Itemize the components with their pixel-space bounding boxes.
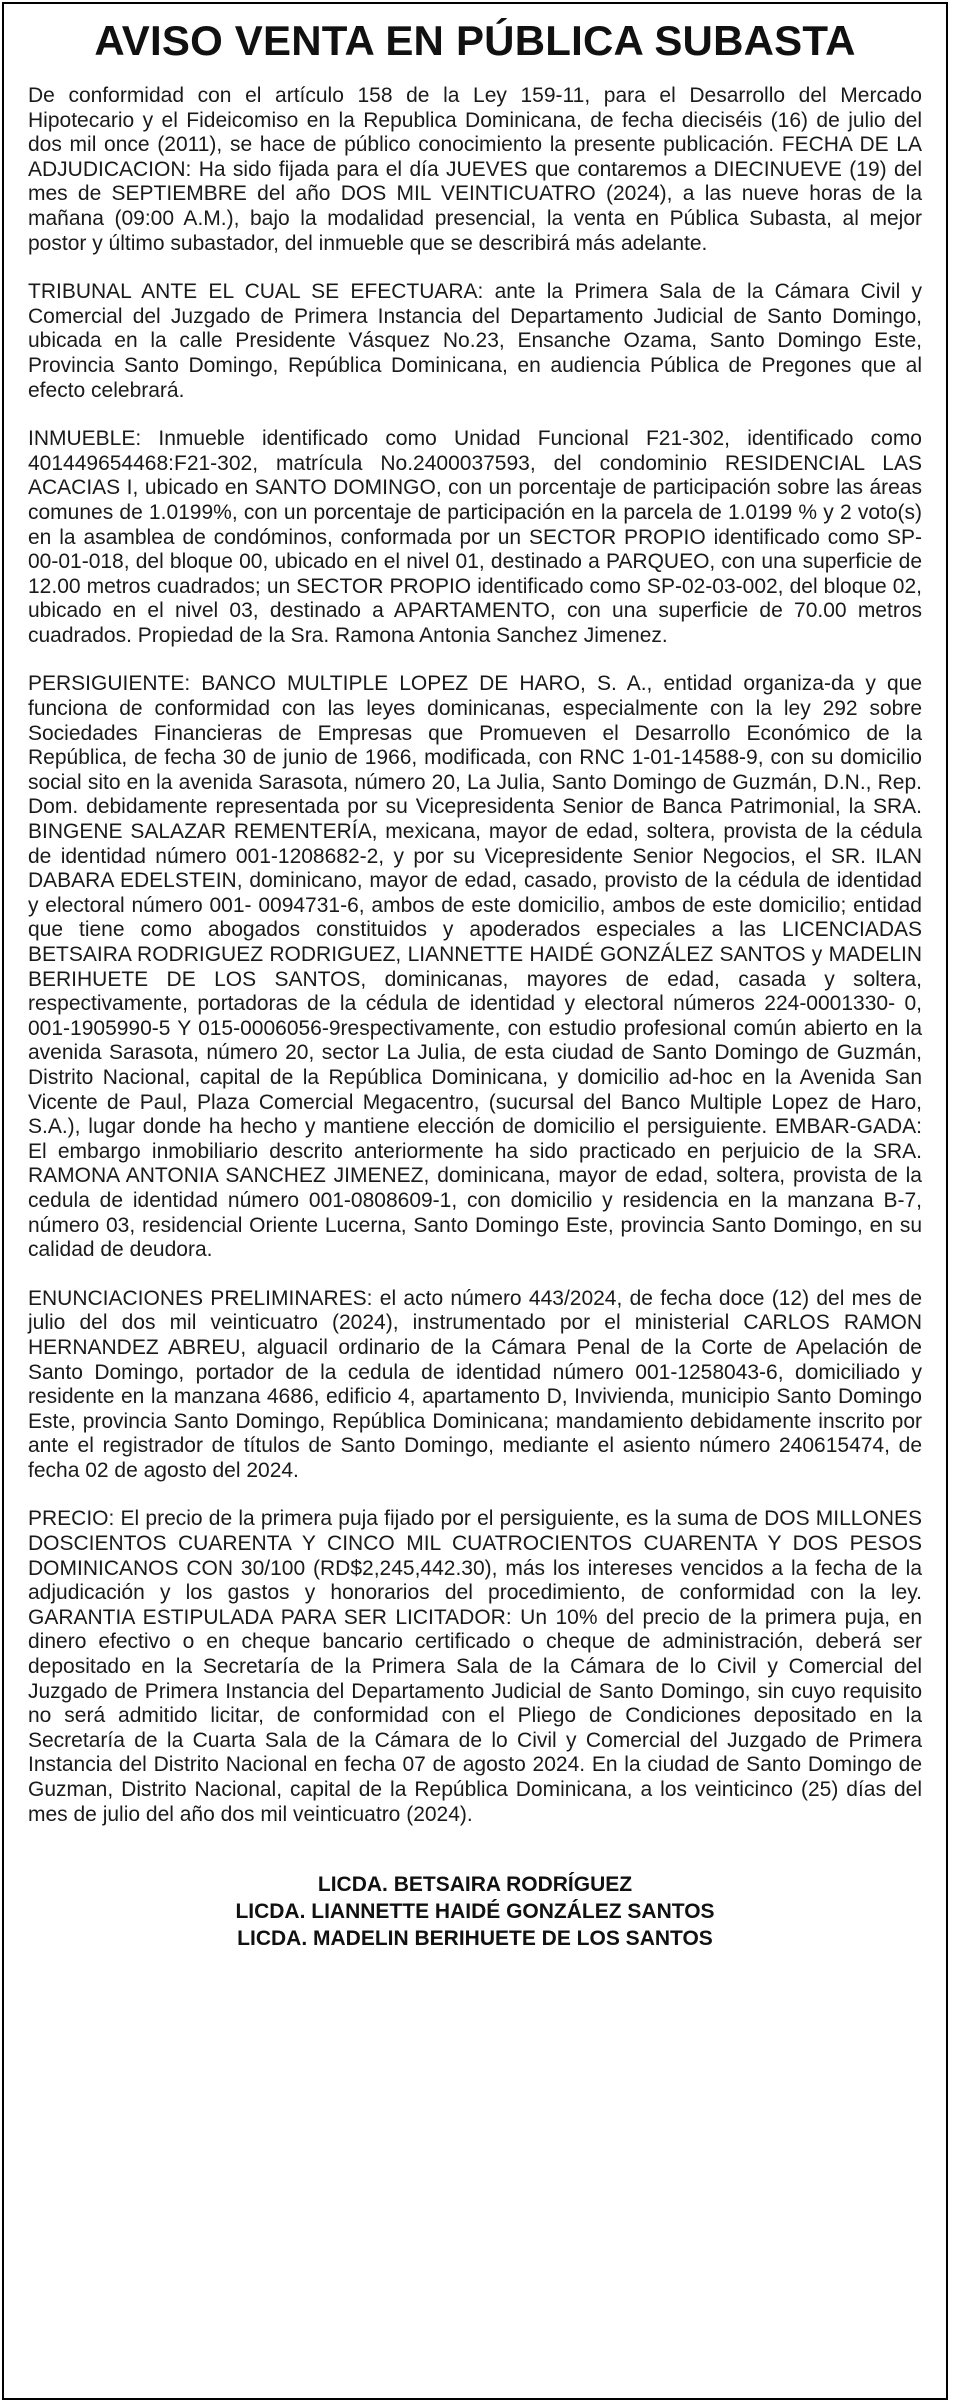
paragraph-property: INMUEBLE: Inmueble identificado como Unidad Funcional F21-302, identificado como 401449654468:F21-302, matrícula No.2400037593, del condominio RESIDENCIAL LAS ACACIAS I, ubicado en SANTO DOMINGO, con un porcentaje de participación sobre las áreas comunes de 1.0199%, con un porcentaje de participación en la parcela de 1.0199 % y 2 voto(s) en la asamblea de condóminos, conformada por un SECTOR PROPIO identificado como SP-00-01-018, del bloque 00, ubicado en el nivel 01, destinado a PARQUEO, con una superficie de 12.00 metros cuadrados; un SECTOR PROPIO identificado como SP-02-03-002, del bloque 02, ubicado en el nivel 03, destinado a APARTAMENTO, con una superficie de 70.00 metros cuadrados. Propiedad de la Sra. Ramona Antonia Sanchez Jimenez. bbox=[28, 427, 922, 647]
paragraph-pursuer: PERSIGUIENTE: BANCO MULTIPLE LOPEZ DE HARO, S. A., entidad organiza-da y que funciona de conformidad con las leyes dominicanas, especialmente con la ley 292 sobre Sociedades Financieras de Empresas que Promueven el Desarrollo Económico de la República, de fecha 30 de junio de 1966, modificada, con RNC 1-01-14588-9, con su domicilio social sito en la avenida Sarasota, número 20, La Julia, Santo Domingo de Guzmán, D.N., Rep. Dom. debidamente representada por su Vicepresidenta Senior de Banca Patrimonial, la SRA. BINGENE SALAZAR REMENTERÍA, mexicana, mayor de edad, soltera, provista de la cédula de identidad número 001-1208682-2, y por su Vicepresidente Senior Negocios, el SR. ILAN DABARA EDELSTEIN, dominicano, mayor de edad, casado, provisto de la cédula de identidad y electoral número 001- 0094731-6, ambos de este domicilio, ambos de este domicilio; entidad que tiene como abogados constituidos y apoderados especiales a las LICENCIADAS BETSAIRA RODRIGUEZ RODRIGUEZ, LIANNETTE HAIDÉ GONZÁLEZ SANTOS y MADELIN BERIHUETE DE LOS SANTOS, dominicanas, mayores de edad, casada y soltera, respectivamente, portadoras de la cédula de identidad y electoral números 224-0001330- 0, 001-1905990-5 Y 015-0006056-9respectivamente, con estudio profesional común abierto en la avenida Sarasota, número 20, sector La Julia, de esta ciudad de Santo Domingo de Guzmán, Distrito Nacional, capital de la República Dominicana, y domicilio ad-hoc en la Avenida San Vicente de Paul, Plaza Comercial Megacentro, (sucursal del Banco Multiple Lopez de Haro, S.A.), lugar donde ha hecho y mantiene elección de domicilio el persiguiente. EMBAR-GADA: El embargo inmobiliario descrito anteriormente ha sido practicado en perjuicio de la SRA. RAMONA ANTONIA SANCHEZ JIMENEZ, dominicana, mayor de edad, soltera, provista de la cedula de identidad número 001-0808609-1, con domicilio y residencia en la manzana B-7, número 03, residencial Oriente Lucerna, Santo Domingo Este, provincia Santo Domingo, en su calidad de deudora. bbox=[28, 672, 922, 1262]
paragraph-price: PRECIO: El precio de la primera puja fijado por el persiguiente, es la suma de DOS MILLONES DOSCIENTOS CUARENTA Y CINCO MIL CUATROCIENTOS CUARENTA Y DOS PESOS DOMINICANOS CON 30/100 (RD$2,245,442.30), más los intereses vencidos a la fecha de la adjudicación y los gastos y honorarios del procedimiento, de conformidad con la ley. GARANTIA ESTIPULADA PARA SER LICITADOR: Un 10% del precio de la primera puja, en dinero efectivo o en cheque bancario certificado o cheque de administración, deberá ser depositado en la Secretaría de la Primera Sala de la Cámara de lo Civil y Comercial del Juzgado de Primera Instancia del Departamento Judicial de Santo Domingo, sin cuyo requisito no será admitido licitar, de conformidad con el Pliego de Condiciones depositado en la Secretaría de la Cuarta Sala de la Cámara de lo Civil y Comercial del Juzgado de Primera Instancia del Distrito Nacional en fecha 07 de agosto 2024. En la ciudad de Santo Domingo de Guzman, Distrito Nacional, capital de la República Dominicana, a los veinticinco (25) días del mes de julio del año dos mil veinticuatro (2024). bbox=[28, 1507, 922, 1826]
paragraph-adjudication-date: De conformidad con el artículo 158 de la Ley 159-11, para el Desarrollo del Mercado Hipotecario y el Fideicomiso en la Republica Dominicana, de fecha dieciséis (16) de julio del dos mil once (2011), se hace de público conocimiento la presente publicación. FECHA DE LA ADJUDICACION: Ha sido fijada para el día JUEVES que contaremos a DIECINUEVE (19) del mes de SEPTIEMBRE del año DOS MIL VEINTICUATRO (2024), a las nueve horas de la mañana (09:00 A.M.), bajo la modalidad presencial, la venta en Pública Subasta, al mejor postor y último subastador, del inmueble que se describirá más adelante. bbox=[28, 84, 922, 255]
signature-line: LICDA. LIANNETTE HAIDÉ GONZÁLEZ SANTOS bbox=[235, 1900, 715, 1924]
signature-line: LICDA. MADELIN BERIHUETE DE LOS SANTOS bbox=[237, 1927, 713, 1951]
notice-frame bbox=[2, 2, 948, 2400]
signature-line: LICDA. BETSAIRA RODRÍGUEZ bbox=[317, 1873, 633, 1897]
paragraph-tribunal: TRIBUNAL ANTE EL CUAL SE EFECTUARA: ante la Primera Sala de la Cámara Civil y Comercial del Juzgado de Primera Instancia del Departamento Judicial de Santo Domingo, ubicada en la calle Presidente Vásquez No.23, Ensanche Ozama, Santo Domingo Este, Provincia Santo Domingo, República Dominicana, en audiencia Pública de Pregones que al efecto celebrará. bbox=[28, 280, 922, 402]
notice-title: AVISO VENTA EN PÚBLICA SUBASTA bbox=[94, 17, 856, 64]
signature-block bbox=[28, 1871, 922, 1952]
paragraph-preliminary-statements: ENUNCIACIONES PRELIMINARES: el acto número 443/2024, de fecha doce (12) del mes de julio del dos mil veinticuatro (2024), instrumentado por el ministerial CARLOS RAMON HERNANDEZ ABREU, alguacil ordinario de la Cámara Penal de la Corte de Apelación de Santo Domingo, portador de la cedula de identidad número 001-1258043-6, domiciliado y residente en la manzana 4686, edificio 4, apartamento D, Invivienda, municipio Santo Domingo Este, provincia Santo Domingo, República Dominicana; mandamiento debidamente inscrito por ante el registrador de títulos de Santo Domingo, mediante el asiento número 240615474, de fecha 02 de agosto del 2024. bbox=[28, 1286, 922, 1482]
